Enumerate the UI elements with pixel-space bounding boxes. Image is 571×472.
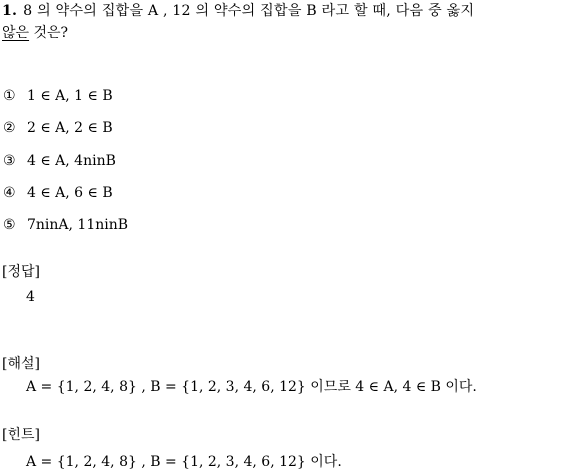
choice-text: 4 ∈ A, 6 ∈ B	[27, 185, 113, 201]
answer-value: 4	[26, 289, 35, 305]
question-text-end: 것은?	[29, 25, 69, 41]
choice-text: 2 ∈ A, 2 ∈ B	[27, 120, 113, 136]
choice-4[interactable]	[3, 183, 113, 203]
choice-marker: ③	[3, 153, 16, 169]
question-line-1	[2, 1, 474, 21]
choice-marker: ④	[3, 185, 16, 201]
question-line-2	[2, 23, 68, 43]
question-text: 8 의 약수의 집합을 A , 12 의 약수의 집합을 B 라고 할 때, 다음 중 옳지	[23, 3, 475, 19]
choice-text: 7ninA, 11ninB	[27, 217, 129, 233]
hint-text: A = {1, 2, 4, 8} , B = {1, 2, 3, 4, 6, 12} 이다.	[26, 454, 342, 470]
choice-1[interactable]	[3, 86, 113, 106]
hint-label: [힌트]	[2, 427, 40, 443]
choice-marker: ⑤	[3, 217, 16, 233]
choice-3[interactable]	[3, 151, 116, 171]
choice-2[interactable]	[3, 118, 113, 138]
choice-text: 1 ∈ A, 1 ∈ B	[27, 88, 113, 104]
answer-label: [정답]	[2, 264, 40, 280]
explanation-label: [해설]	[2, 356, 40, 372]
choice-marker: ②	[3, 120, 16, 136]
question-number: 1.	[2, 3, 18, 19]
choice-marker: ①	[3, 88, 16, 104]
choice-5[interactable]	[3, 215, 128, 235]
choice-text: 4 ∈ A, 4ninB	[27, 153, 116, 169]
explanation-text: A = {1, 2, 4, 8} , B = {1, 2, 3, 4, 6, 12} 이므로 4 ∈ A, 4 ∈ B 이다.	[26, 379, 477, 395]
question-emphasis: 않은	[2, 25, 30, 41]
